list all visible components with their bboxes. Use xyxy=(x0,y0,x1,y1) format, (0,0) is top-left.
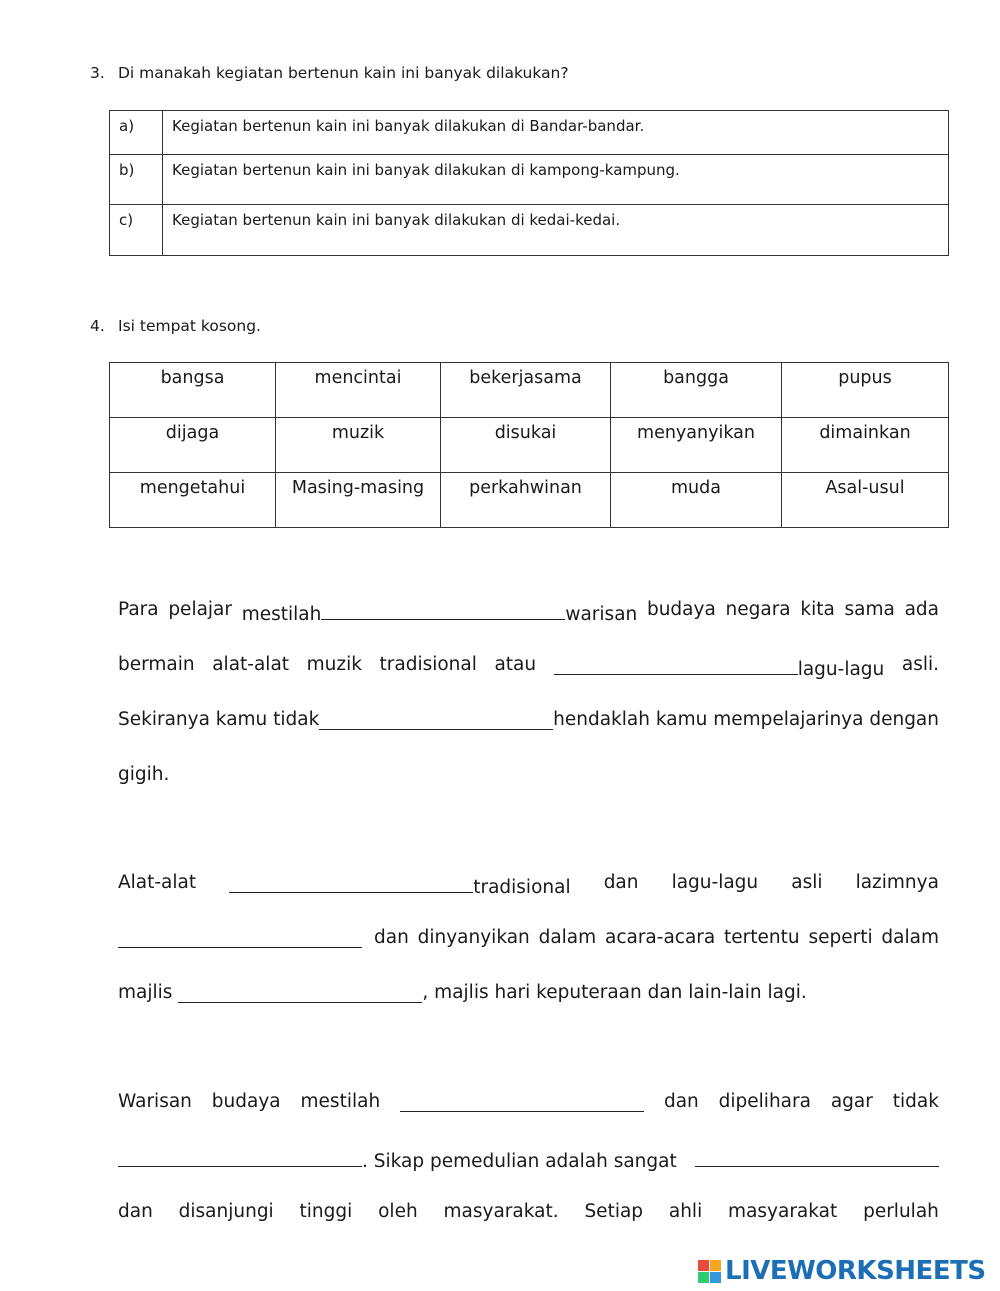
text: majlis xyxy=(118,982,173,1003)
word-cell: Asal-usul xyxy=(782,473,949,528)
word: Alat-alat xyxy=(118,872,197,893)
word: perlulah xyxy=(863,1201,939,1222)
blank-5[interactable] xyxy=(118,925,362,948)
option-text: Kegiatan bertenun kain ini banyak dilakukan di kedai-kedai. xyxy=(163,205,949,256)
blank-3[interactable] xyxy=(319,707,553,730)
word-cell: bangsa xyxy=(110,363,276,418)
word: ada xyxy=(904,599,939,620)
paragraph-line xyxy=(118,1144,939,1199)
word-cell: muda xyxy=(611,473,782,528)
word-cell: dimainkan xyxy=(782,418,949,473)
word: lazimnya xyxy=(855,872,939,893)
paragraph-line xyxy=(118,980,939,1035)
paragraph-line xyxy=(118,707,939,762)
text: Sekiranya kamu tidak xyxy=(118,709,320,730)
word: Setiap xyxy=(584,1201,644,1222)
word: disanjungi xyxy=(178,1201,274,1222)
word: negara xyxy=(725,599,791,620)
word: bermain xyxy=(118,654,195,675)
word: budaya xyxy=(211,1091,281,1112)
word: warisan xyxy=(565,604,638,625)
word-cell: perkahwinan xyxy=(441,473,611,528)
word-cell: Masing-masing xyxy=(276,473,441,528)
text: gigih. xyxy=(118,764,170,785)
option-row[interactable] xyxy=(110,205,949,256)
word: asli. xyxy=(901,654,939,675)
question-number: 4. xyxy=(90,317,105,335)
question-text: Di manakah kegiatan bertenun kain ini banyak dilakukan? xyxy=(118,64,569,82)
word: agar xyxy=(830,1091,873,1112)
word-cell: mencintai xyxy=(276,363,441,418)
word-cell: pupus xyxy=(782,363,949,418)
word-row xyxy=(110,473,949,528)
question-number: 3. xyxy=(90,64,105,82)
option-row[interactable] xyxy=(110,111,949,155)
word-cell: bekerjasama xyxy=(441,363,611,418)
paragraph-2 xyxy=(118,870,939,1035)
word: tinggi xyxy=(299,1201,353,1222)
word: mestilah xyxy=(300,1091,381,1112)
option-letter: c) xyxy=(110,205,163,256)
word-bank-table xyxy=(109,362,949,528)
word: atau xyxy=(494,654,537,675)
blank-4[interactable] xyxy=(229,870,473,893)
option-letter: b) xyxy=(110,155,163,205)
word: ahli xyxy=(668,1201,703,1222)
text: dan dinyanyikan dalam acara-acara tertentu seperti dalam xyxy=(374,927,939,948)
paragraph-line xyxy=(118,870,939,925)
word: dan xyxy=(663,1091,699,1112)
text: . Sikap pemedulian adalah sangat xyxy=(362,1151,677,1172)
word: asli xyxy=(791,872,823,893)
question-instruction: Isi tempat kosong. xyxy=(118,317,261,335)
option-row[interactable] xyxy=(110,155,949,205)
paragraph-line xyxy=(118,925,939,980)
blank-6[interactable] xyxy=(178,980,422,1003)
word: budaya xyxy=(646,599,716,620)
word: tradisional xyxy=(473,877,571,898)
word: masyarakat xyxy=(728,1201,838,1222)
word: tradisional xyxy=(379,654,477,675)
word: dan xyxy=(118,1201,153,1222)
word: muzik xyxy=(306,654,362,675)
paragraph-line xyxy=(118,597,939,652)
blank-2[interactable] xyxy=(554,652,798,675)
word: kita xyxy=(800,599,835,620)
blank-1[interactable] xyxy=(321,597,565,620)
option-text: Kegiatan bertenun kain ini banyak dilakukan di kampong-kampung. xyxy=(163,155,949,205)
options-table xyxy=(109,110,949,256)
text: , majlis hari keputeraan dan lain-lain lagi. xyxy=(422,982,807,1003)
word: tidak xyxy=(892,1091,939,1112)
word: pelajar xyxy=(168,599,232,620)
logo-text: LIVEWORKSHEETS xyxy=(725,1256,986,1286)
word-cell: dijaga xyxy=(110,418,276,473)
blank-7[interactable] xyxy=(400,1089,644,1112)
blank-9[interactable] xyxy=(695,1144,939,1167)
word: dan xyxy=(603,872,639,893)
word-with-blank xyxy=(229,870,570,925)
word-cell: muzik xyxy=(276,418,441,473)
option-text: Kegiatan bertenun kain ini banyak dilakukan di Bandar-bandar. xyxy=(163,111,949,155)
word-row xyxy=(110,418,949,473)
word: Para xyxy=(118,599,159,620)
paragraph-3 xyxy=(118,1089,939,1254)
word: sama xyxy=(844,599,895,620)
word: lagu-lagu xyxy=(797,659,885,680)
paragraph-line xyxy=(118,762,939,817)
question-3 xyxy=(90,64,569,82)
word-cell: disukai xyxy=(441,418,611,473)
word-with-blank xyxy=(118,1144,677,1199)
question-4 xyxy=(90,317,261,335)
paragraph-line xyxy=(118,1089,939,1144)
word-cell: bangga xyxy=(611,363,782,418)
word: mestilah xyxy=(241,604,322,625)
word-with-blank xyxy=(242,597,638,652)
word-cell: mengetahui xyxy=(110,473,276,528)
option-letter: a) xyxy=(110,111,163,155)
blank-8[interactable] xyxy=(118,1144,362,1167)
logo-blocks-icon xyxy=(698,1260,721,1283)
word: Warisan xyxy=(118,1091,192,1112)
paragraph-line xyxy=(118,652,939,707)
text: hendaklah kamu mempelajarinya dengan xyxy=(553,709,939,730)
word-with-blank xyxy=(554,652,885,707)
word: alat-alat xyxy=(212,654,290,675)
liveworksheets-logo xyxy=(698,1256,986,1286)
word: dipelihara xyxy=(718,1091,811,1112)
word-row xyxy=(110,363,949,418)
word: lagu-lagu xyxy=(671,872,759,893)
word-cell: menyanyikan xyxy=(611,418,782,473)
paragraph-1 xyxy=(118,597,939,817)
paragraph-line xyxy=(118,1199,939,1254)
word: oleh xyxy=(378,1201,418,1222)
word: masyarakat. xyxy=(443,1201,559,1222)
